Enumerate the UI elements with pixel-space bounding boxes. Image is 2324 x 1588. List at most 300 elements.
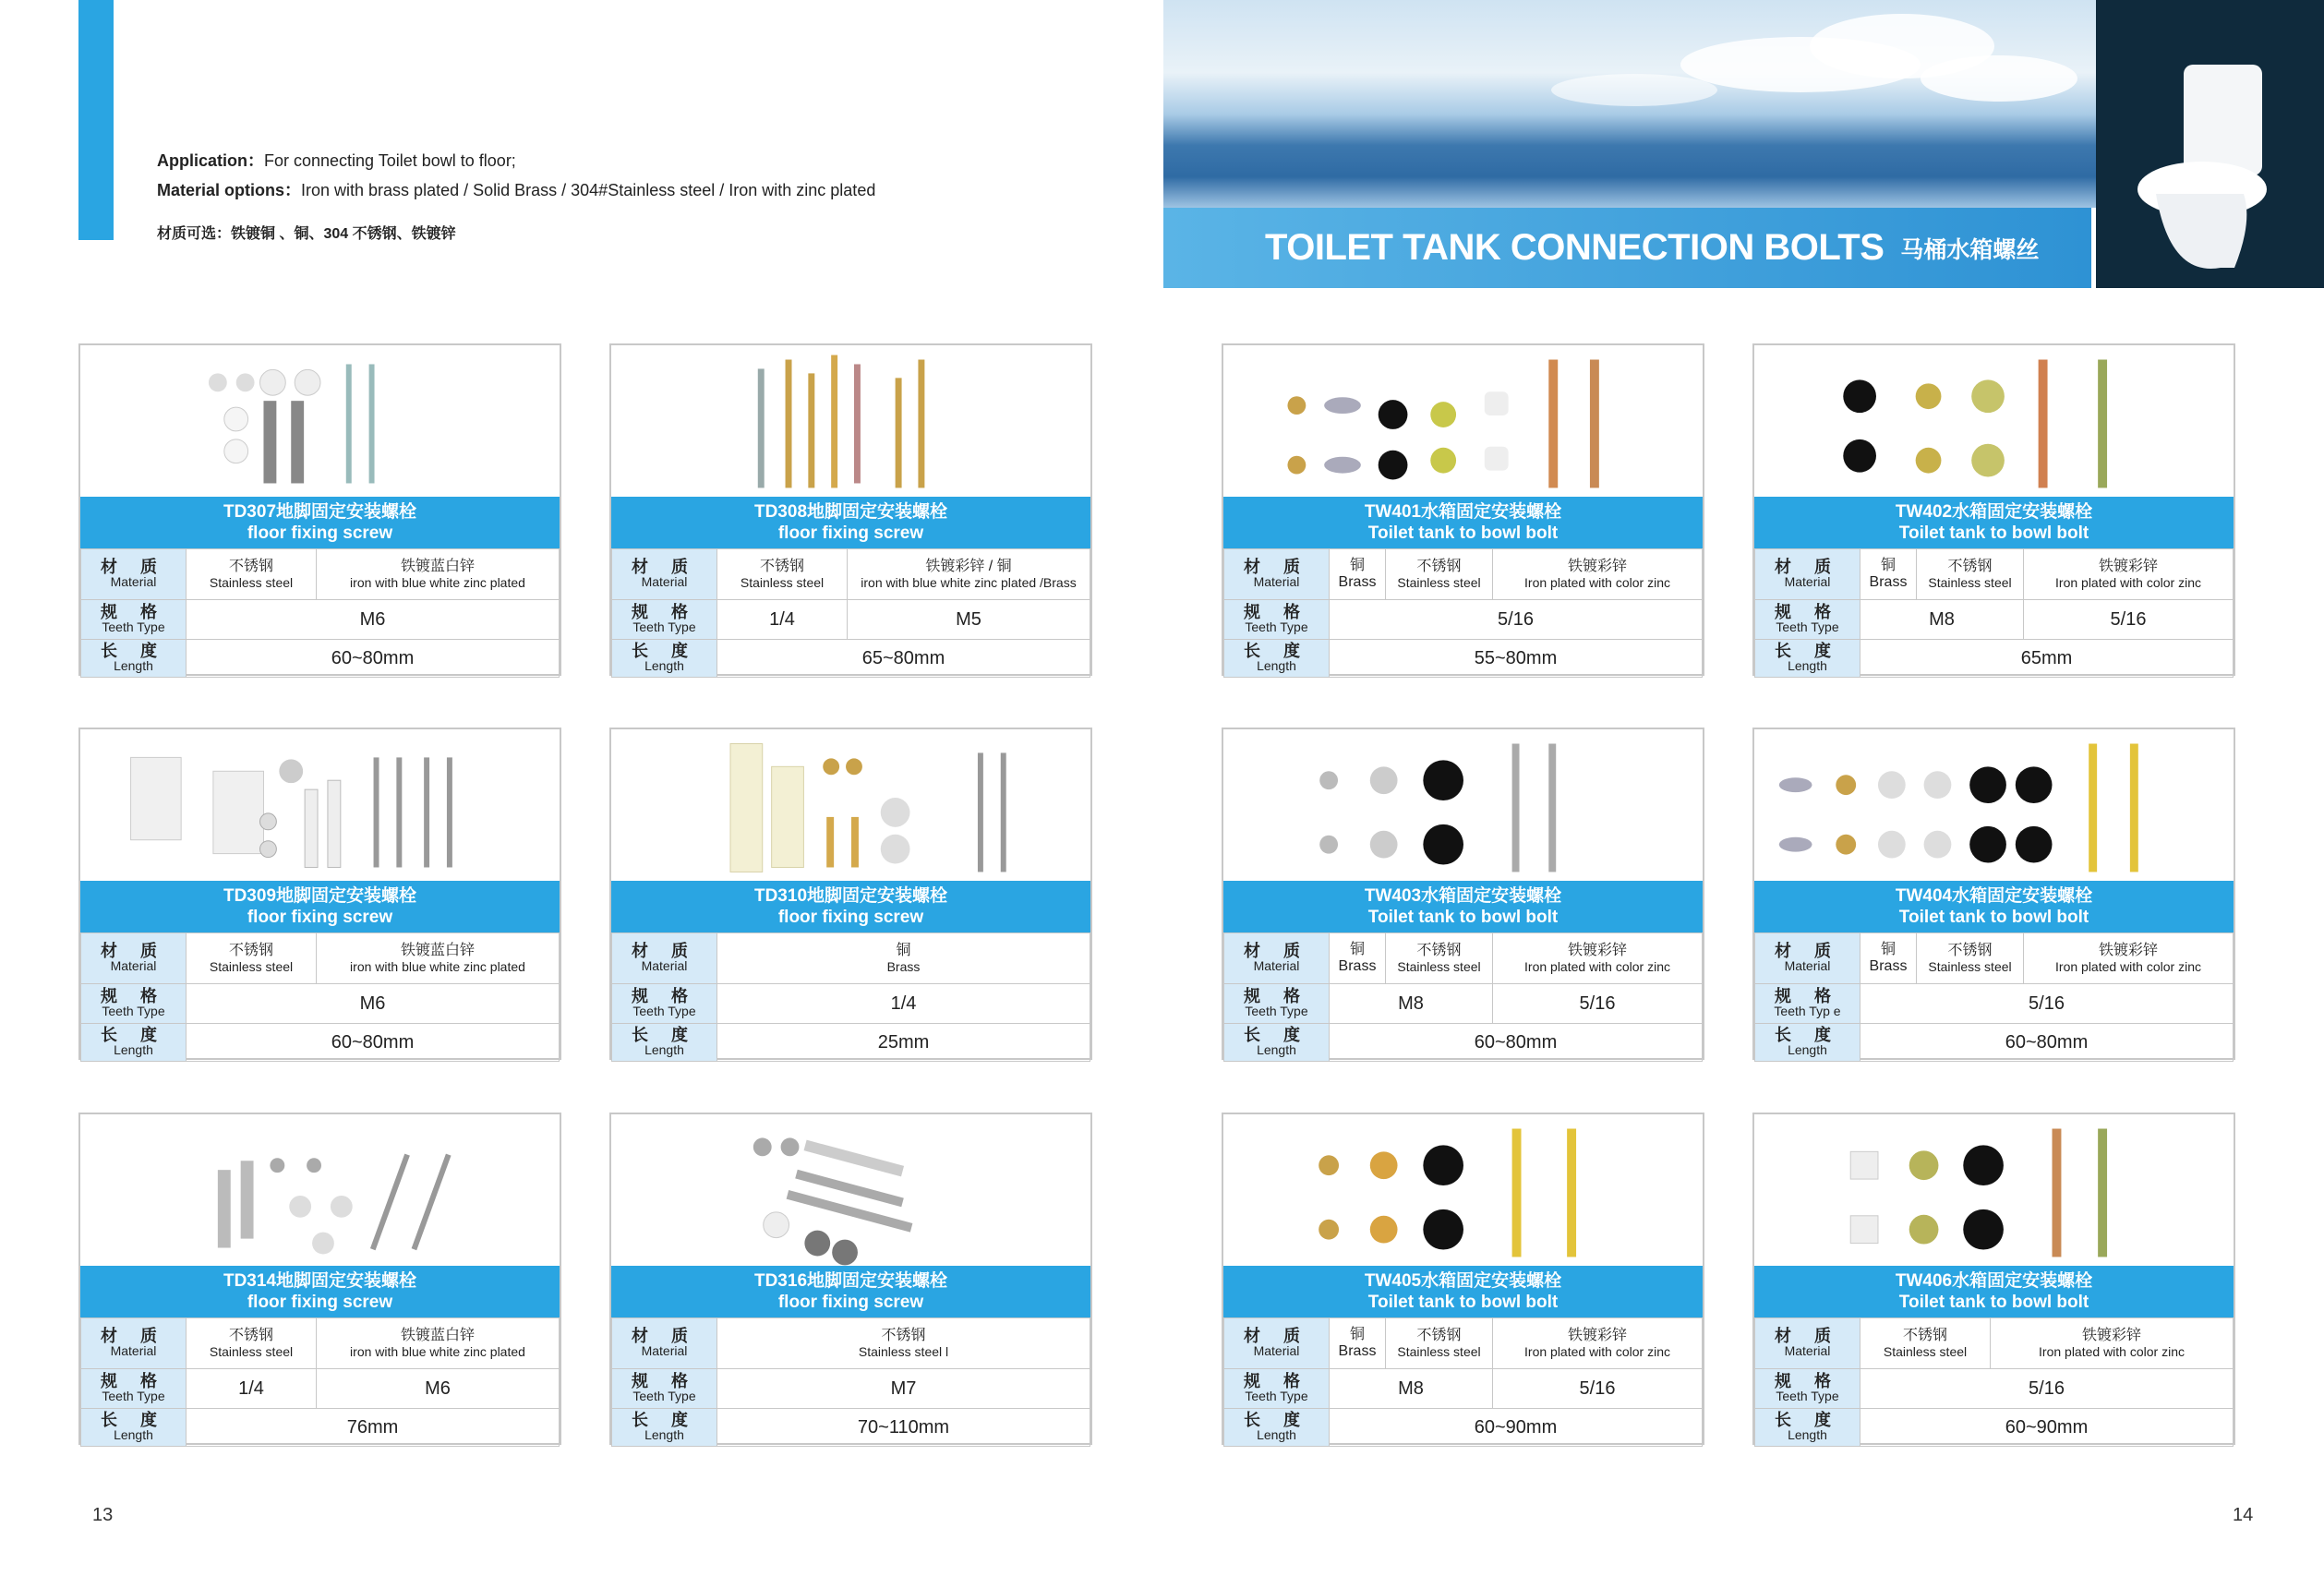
spec-value: 不锈钢: [1416, 559, 1462, 574]
teeth-row: [612, 1369, 1090, 1409]
spec-value: 铁镀彩锌: [1567, 1328, 1627, 1343]
spec-value: 材 质: [1774, 1327, 1840, 1345]
spec-value: 规 格: [100, 1372, 166, 1390]
product-card: [78, 728, 561, 1060]
spec-value: 铜: [1349, 558, 1365, 573]
product-photo: [611, 1114, 1090, 1266]
spec-label: [1224, 1409, 1330, 1447]
spec-value: Length: [1788, 1427, 1827, 1442]
spec-label: [1755, 1318, 1860, 1369]
teeth-row: [612, 984, 1090, 1024]
spec-value: M6: [187, 984, 560, 1024]
spec-value: 铁镀彩锌 / 铜: [925, 559, 1012, 574]
length-row: [612, 1024, 1090, 1062]
spec-value: 材 质: [100, 558, 166, 576]
product-caption: [80, 881, 560, 932]
spec-label: [1224, 1369, 1330, 1409]
spec-label: [612, 984, 717, 1024]
spec-value: [1330, 1318, 1386, 1369]
spec-value: 1/4: [717, 600, 848, 640]
spec-value: M8: [1860, 600, 2024, 640]
length-row: [612, 640, 1090, 678]
teeth-row: [81, 1369, 560, 1409]
product-code: TD310地脚固定安装螺栓: [753, 886, 948, 906]
spec-label: [1224, 640, 1330, 678]
product-caption: [1223, 497, 1703, 548]
product-code: TD309地脚固定安装螺栓: [223, 886, 417, 906]
spec-value: [1493, 549, 1703, 600]
spec-value: [317, 1318, 560, 1369]
spec-value: 铜: [1880, 558, 1896, 573]
spec-value: Material: [1253, 958, 1300, 973]
spec-value: 不锈钢: [1947, 559, 1993, 574]
spec-value: [187, 1318, 317, 1369]
spec-value: Length: [1788, 658, 1827, 673]
product-caption: [1223, 881, 1703, 932]
spec-value: [2024, 933, 2234, 984]
spec-value: Stainless steel: [1928, 959, 2012, 974]
spec-value: Material: [1784, 958, 1831, 973]
spec-label: [612, 600, 717, 640]
spec-label: [81, 549, 187, 600]
spec-value: Length: [114, 1042, 153, 1057]
product-subtitle: Toilet tank to bowl bolt: [1898, 908, 2089, 927]
application-line: Application：For connecting Toilet bowl to floor;: [157, 151, 516, 170]
spec-value: 60~90mm: [1330, 1409, 1703, 1447]
product-card: [609, 1113, 1092, 1445]
spec-value: Brass: [1338, 958, 1377, 974]
material-row: [1224, 549, 1703, 600]
spec-label: [81, 600, 187, 640]
spec-value: 铁镀彩锌: [1567, 559, 1627, 574]
spec-value: [1386, 549, 1493, 600]
spec-value: 不锈钢: [1416, 1328, 1462, 1343]
spec-value: Iron plated with color zinc: [2039, 1344, 2185, 1359]
spec-value: [1860, 933, 1917, 984]
spec-label: [81, 1409, 187, 1447]
spec-value: Teeth Type: [1776, 620, 1839, 634]
spec-value: Brass: [1869, 574, 1908, 590]
spec-value: [717, 933, 1090, 984]
spec-value: Teeth Typ e: [1774, 1004, 1841, 1018]
spec-value: 材 质: [1243, 558, 1309, 576]
spec-table: [611, 932, 1090, 1062]
spec-value: M8: [1330, 984, 1493, 1024]
accent-bar: [78, 0, 114, 240]
spec-value: 长 度: [1243, 1026, 1309, 1044]
spec-value: 5/16: [1493, 1369, 1703, 1409]
spec-value: Length: [1257, 1042, 1296, 1057]
spec-value: M8: [1330, 1369, 1493, 1409]
spec-value: 规 格: [631, 1372, 697, 1390]
page-number-left: 13: [92, 1505, 114, 1525]
product-card: [1752, 1113, 2235, 1445]
product-card: [78, 343, 561, 676]
spec-value: 60~80mm: [1330, 1024, 1703, 1062]
spec-table: [1223, 548, 1703, 678]
spec-value: 长 度: [1774, 1411, 1840, 1429]
spec-value: [2024, 549, 2234, 600]
spec-value: 规 格: [631, 987, 697, 1005]
page-title: TOILET TANK CONNECTION BOLTS: [1265, 227, 1884, 268]
spec-value: [1917, 933, 2024, 984]
product-photo: [1754, 345, 2234, 497]
product-subtitle: floor fixing screw: [777, 523, 924, 543]
material-row: [81, 549, 560, 600]
spec-value: [1860, 1318, 1991, 1369]
product-photo: [1223, 729, 1703, 881]
product-code: TD316地脚固定安装螺栓: [753, 1271, 948, 1291]
spec-value: 不锈钢: [228, 559, 273, 574]
spec-value: Length: [644, 658, 684, 673]
spec-value: Length: [114, 1427, 153, 1442]
teeth-row: [1755, 600, 2234, 640]
toilet-icon: [2133, 55, 2271, 277]
spec-value: Stainless steel: [1883, 1344, 1968, 1359]
spec-label: [81, 984, 187, 1024]
spec-value: 55~80mm: [1330, 640, 1703, 678]
spec-value: Brass: [886, 959, 921, 974]
spec-value: Teeth Type: [632, 1004, 696, 1018]
product-caption: [1754, 881, 2234, 932]
product-photo: [1754, 1114, 2234, 1266]
spec-label: [612, 640, 717, 678]
spec-value: [317, 933, 560, 984]
spec-value: 不锈钢: [1902, 1328, 1947, 1343]
spec-value: [1493, 933, 1703, 984]
spec-value: 规 格: [100, 987, 166, 1005]
spec-value: 长 度: [100, 642, 166, 660]
spec-value: 长 度: [631, 642, 697, 660]
spec-label: [612, 549, 717, 600]
spec-value: 25mm: [717, 1024, 1090, 1062]
length-row: [1224, 1024, 1703, 1062]
spec-value: Iron plated with color zinc: [2055, 959, 2201, 974]
spec-value: 材 质: [100, 942, 166, 960]
spec-label: [81, 1318, 187, 1369]
spec-value: 铜: [1349, 1327, 1365, 1342]
spec-value: [1386, 1318, 1493, 1369]
spec-table: [1223, 1317, 1703, 1447]
spec-value: Material: [1253, 1343, 1300, 1358]
spec-value: 长 度: [1774, 1026, 1840, 1044]
length-row: [81, 640, 560, 678]
spec-value: [717, 549, 848, 600]
spec-value: 材 质: [1774, 942, 1840, 960]
spec-label: [1755, 984, 1860, 1024]
spec-table: [80, 1317, 560, 1447]
spec-value: 不锈钢: [759, 559, 804, 574]
spec-label: [1755, 933, 1860, 984]
spec-label: [1755, 549, 1860, 600]
teeth-row: [1755, 1369, 2234, 1409]
spec-value: Iron plated with color zinc: [1524, 575, 1670, 590]
spec-label: [612, 1409, 717, 1447]
product-photo: [611, 729, 1090, 881]
spec-value: 材 质: [1243, 942, 1309, 960]
product-subtitle: floor fixing screw: [247, 523, 393, 543]
spec-table: [1754, 1317, 2234, 1447]
spec-value: 铜: [1349, 942, 1365, 957]
spec-value: Stainless steel: [1397, 575, 1481, 590]
length-row: [1755, 1024, 2234, 1062]
spec-value: Teeth Type: [102, 1389, 165, 1403]
spec-value: Length: [1257, 1427, 1296, 1442]
spec-value: 铜: [1880, 942, 1896, 957]
spec-value: Length: [1788, 1042, 1827, 1057]
length-row: [1755, 1409, 2234, 1447]
product-subtitle: Toilet tank to bowl bolt: [1898, 1293, 2089, 1312]
product-subtitle: Toilet tank to bowl bolt: [1898, 523, 2089, 543]
spec-value: 铜: [896, 943, 911, 958]
spec-table: [1754, 548, 2234, 678]
spec-label: [1224, 1318, 1330, 1369]
product-photo: [80, 345, 560, 497]
product-subtitle: floor fixing screw: [777, 1293, 924, 1312]
product-code: TW406水箱固定安装螺栓: [1895, 1271, 2093, 1291]
product-photo: [1754, 729, 2234, 881]
spec-label: [1755, 640, 1860, 678]
product-card: [1222, 343, 1704, 676]
product-caption: [1754, 497, 2234, 548]
spec-value: Teeth Type: [1776, 1389, 1839, 1403]
teeth-row: [81, 984, 560, 1024]
spec-label: [81, 933, 187, 984]
material-row: [1755, 1318, 2234, 1369]
product-photo: [1223, 345, 1703, 497]
spec-label: [81, 1369, 187, 1409]
spec-value: Material: [110, 1343, 157, 1358]
spec-value: Iron plated with color zinc: [1524, 1344, 1670, 1359]
spec-value: 长 度: [631, 1411, 697, 1429]
spec-value: Material: [1784, 1343, 1831, 1358]
spec-value: [1493, 1318, 1703, 1369]
spec-value: Teeth Type: [102, 620, 165, 634]
spec-table: [611, 548, 1090, 678]
spec-label: [1224, 1024, 1330, 1062]
product-photo: [611, 345, 1090, 497]
spec-value: Iron plated with color zinc: [1524, 959, 1670, 974]
product-caption: [611, 1266, 1090, 1317]
spec-table: [80, 548, 560, 678]
spec-value: 规 格: [1243, 603, 1309, 621]
spec-value: 材 质: [1243, 1327, 1309, 1345]
product-subtitle: Toilet tank to bowl bolt: [1367, 523, 1559, 543]
spec-label: [81, 1024, 187, 1062]
spec-label: [81, 640, 187, 678]
teeth-row: [1224, 600, 1703, 640]
length-row: [1755, 640, 2234, 678]
spec-value: Brass: [1869, 958, 1908, 974]
spec-value: 规 格: [631, 603, 697, 621]
spec-value: 铁镀蓝白锌: [400, 559, 475, 574]
product-caption: [80, 497, 560, 548]
spec-label: [1755, 600, 1860, 640]
product-subtitle: floor fixing screw: [247, 908, 393, 927]
spec-value: Stainless steel: [740, 575, 825, 590]
product-code: TD307地脚固定安装螺栓: [223, 502, 417, 522]
spec-value: 65~80mm: [717, 640, 1090, 678]
product-code: TW404水箱固定安装螺栓: [1895, 886, 2093, 906]
material-row: [1224, 1318, 1703, 1369]
spec-value: Iron plated with color zinc: [2055, 575, 2201, 590]
spec-label: [1755, 1409, 1860, 1447]
product-card: [1222, 1113, 1704, 1445]
spec-label: [1224, 549, 1330, 600]
length-row: [81, 1409, 560, 1447]
spec-value: Material: [641, 958, 688, 973]
spec-value: 65mm: [1860, 640, 2234, 678]
spec-value: 60~80mm: [187, 640, 560, 678]
spec-label: [612, 1369, 717, 1409]
spec-value: [187, 933, 317, 984]
material-row: [612, 1318, 1090, 1369]
product-caption: [80, 1266, 560, 1317]
spec-value: 规 格: [1774, 1372, 1840, 1390]
material-row: [612, 549, 1090, 600]
spec-value: 长 度: [100, 1026, 166, 1044]
spec-value: iron with blue white zinc plated: [350, 1344, 525, 1359]
product-photo: [80, 1114, 560, 1266]
spec-value: Teeth Type: [1245, 1389, 1308, 1403]
teeth-row: [81, 600, 560, 640]
spec-value: Material: [641, 574, 688, 589]
spec-value: 70~110mm: [717, 1409, 1090, 1447]
spec-value: Length: [644, 1427, 684, 1442]
material-row: [1224, 933, 1703, 984]
spec-value: 铁镀彩锌: [1567, 943, 1627, 958]
product-code: TD308地脚固定安装螺栓: [753, 502, 948, 522]
spec-value: 1/4: [717, 984, 1090, 1024]
spec-value: 规 格: [1774, 603, 1840, 621]
spec-value: 不锈钢: [228, 1328, 273, 1343]
spec-value: Stainless steel: [1397, 1344, 1481, 1359]
product-card: [609, 728, 1092, 1060]
spec-value: [187, 549, 317, 600]
product-code: TW405水箱固定安装螺栓: [1364, 1271, 1562, 1291]
spec-value: Teeth Type: [1245, 1004, 1308, 1018]
teeth-row: [612, 600, 1090, 640]
material-line: Material options：Iron with brass plated / Solid Brass / 304#Stainless steel / Iron with zinc plated: [157, 181, 876, 199]
spec-value: M7: [717, 1369, 1090, 1409]
spec-value: [848, 549, 1090, 600]
spec-value: [1330, 933, 1386, 984]
spec-label: [1224, 933, 1330, 984]
spec-value: 铁镀彩锌: [2098, 559, 2158, 574]
spec-value: Teeth Type: [1245, 620, 1308, 634]
page-title-cn: 马桶水箱螺丝: [1900, 236, 2040, 263]
product-caption: [1754, 1266, 2234, 1317]
spec-value: Stainless steel: [1397, 959, 1481, 974]
spec-value: 材 质: [100, 1327, 166, 1345]
product-code: TW401水箱固定安装螺栓: [1364, 502, 1562, 522]
spec-value: Length: [114, 658, 153, 673]
page-number-right: 14: [2233, 1505, 2254, 1525]
product-subtitle: floor fixing screw: [777, 908, 924, 927]
spec-table: [611, 1317, 1090, 1447]
spec-value: M6: [317, 1369, 560, 1409]
spec-value: [1330, 549, 1386, 600]
material-row: [81, 1318, 560, 1369]
spec-value: Teeth Type: [102, 1004, 165, 1018]
spec-value: 76mm: [187, 1409, 560, 1447]
material-row: [612, 933, 1090, 984]
spec-label: [612, 1024, 717, 1062]
spec-value: 长 度: [1774, 642, 1840, 660]
material-row: [1755, 549, 2234, 600]
spec-value: iron with blue white zinc plated /Brass: [861, 575, 1077, 590]
spec-value: 铁镀蓝白锌: [400, 943, 475, 958]
spec-value: 5/16: [2024, 600, 2234, 640]
product-photo: [1223, 1114, 1703, 1266]
product-card: [609, 343, 1092, 676]
spec-value: [1917, 549, 2024, 600]
spec-table: [80, 932, 560, 1062]
product-caption: [611, 881, 1090, 932]
spec-label: [612, 933, 717, 984]
spec-value: 60~80mm: [1860, 1024, 2234, 1062]
spec-value: Brass: [1338, 1343, 1377, 1359]
spec-value: iron with blue white zinc plated: [350, 575, 525, 590]
product-card: [78, 1113, 561, 1445]
spec-value: [1991, 1318, 2234, 1369]
spec-value: 规 格: [1243, 1372, 1309, 1390]
spec-value: [317, 549, 560, 600]
length-row: [1224, 1409, 1703, 1447]
spec-value: 5/16: [1330, 600, 1703, 640]
spec-value: Stainless steel: [209, 575, 294, 590]
spec-label: [1224, 600, 1330, 640]
spec-value: 不锈钢: [228, 943, 273, 958]
product-code: TW403水箱固定安装螺栓: [1364, 886, 1562, 906]
spec-value: Material: [110, 574, 157, 589]
product-caption: [611, 497, 1090, 548]
teeth-row: [1755, 984, 2234, 1024]
teeth-row: [1224, 984, 1703, 1024]
spec-value: Teeth Type: [632, 1389, 696, 1403]
spec-value: Material: [1253, 574, 1300, 589]
spec-value: 材 质: [631, 1327, 697, 1345]
spec-value: Stainless steel: [209, 959, 294, 974]
spec-value: 5/16: [1860, 1369, 2234, 1409]
title-band: [1163, 208, 2091, 288]
spec-value: Length: [1257, 658, 1296, 673]
spec-value: 5/16: [1860, 984, 2234, 1024]
spec-value: Stainless steel l: [858, 1344, 949, 1359]
spec-value: Stainless steel: [1928, 575, 2012, 590]
length-row: [612, 1409, 1090, 1447]
length-row: [1224, 640, 1703, 678]
spec-value: 60~80mm: [187, 1024, 560, 1062]
spec-value: Length: [644, 1042, 684, 1057]
spec-value: [1860, 549, 1917, 600]
spec-value: 规 格: [100, 603, 166, 621]
material-cn-line: 材质可选：铁镀铜 、铜、304 不锈钢、铁镀锌: [157, 226, 456, 242]
spec-label: [1224, 984, 1330, 1024]
spec-value: 不锈钢: [1416, 943, 1462, 958]
spec-label: [1755, 1369, 1860, 1409]
spec-value: [717, 1318, 1090, 1369]
product-code: TD314地脚固定安装螺栓: [223, 1271, 417, 1291]
spec-value: 60~90mm: [1860, 1409, 2234, 1447]
spec-value: [1386, 933, 1493, 984]
spec-value: 铁镀彩锌: [2098, 943, 2158, 958]
spec-value: 1/4: [187, 1369, 317, 1409]
sea-sky-photo: [1163, 0, 2096, 208]
spec-value: M6: [187, 600, 560, 640]
spec-value: 铁镀蓝白锌: [400, 1328, 475, 1343]
spec-value: Material: [1784, 574, 1831, 589]
